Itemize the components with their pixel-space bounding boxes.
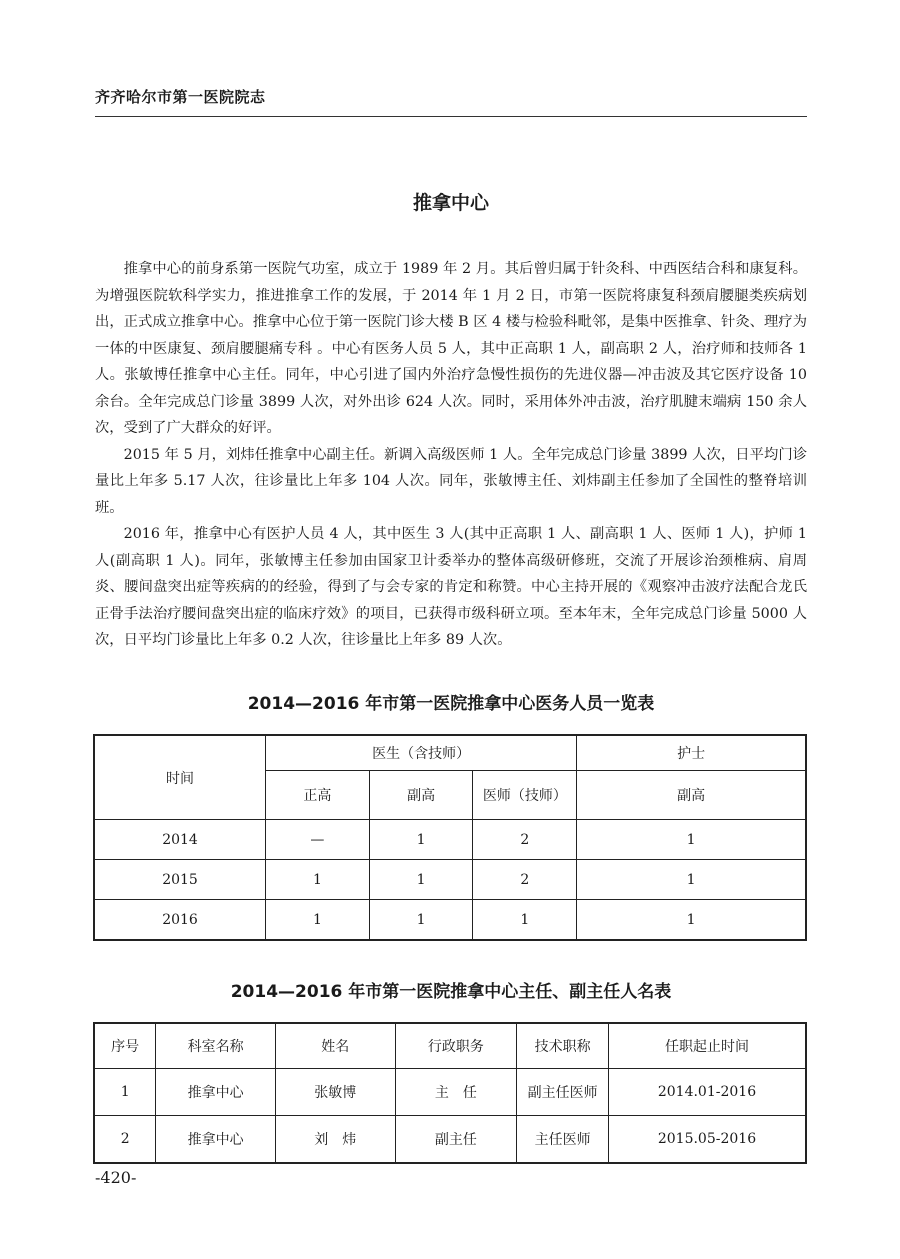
table-row <box>94 900 806 941</box>
page-number: -420- <box>95 1168 137 1187</box>
table-cell: 1 <box>577 820 806 860</box>
table-cell: 张敏博 <box>275 1069 395 1116</box>
col-header: 技术职称 <box>517 1023 609 1069</box>
table-cell: 1 <box>266 860 370 900</box>
paragraph: 推拿中心的前身系第一医院气功室，成立于 1989 年 2 月。其后曾归属于针灸科、中西医结合科和康复科。为增强医院软科学实力，推进推拿工作的发展，于 2014 年 1 月 2 日，市第一医院将康复科颈肩腰腿类疾病划出，正式成立推拿中心。推拿中心位于第一医院门诊大楼 B 区 4 楼与检验科毗邻，是集中医推拿、针灸、理疗为一体的中医康复、颈肩腰腿痛专科 。中心有医务人员 5 人，其中正高职 1 人，副高职 2 人，治疗师和技师各 1 人。张敏博任推拿中心主任。同年，中心引进了国内外治疗急慢性损伤的先进仪器—冲击波及其它医疗设备 10 余台。全年完成总门诊量 3899 人次，对外出诊 624 人次。同时，采用体外冲击波，治疗肌腱末端病 150 余人次，受到了广大群众的好评。 <box>95 261 807 436</box>
table-cell: 2 <box>94 1116 156 1164</box>
running-header: 齐齐哈尔市第一医院院志 <box>95 88 266 106</box>
table-row <box>94 820 806 860</box>
table-cell: 1 <box>577 900 806 941</box>
table-cell: 1 <box>94 1069 156 1116</box>
col-header: 任职起止时间 <box>608 1023 806 1069</box>
staff-table-title: 2014—2016 年市第一医院推拿中心医务人员一览表 <box>247 694 655 714</box>
col-header: 医师（技师） <box>473 771 577 820</box>
col-header-time: 时间 <box>94 735 266 820</box>
table-cell: 主 任 <box>395 1069 517 1116</box>
table-cell: 主任医师 <box>517 1116 609 1164</box>
table-header-row <box>94 1023 806 1069</box>
table-cell: 2015.05-2016 <box>608 1116 806 1164</box>
director-table <box>93 1022 807 1164</box>
col-header: 行政职务 <box>395 1023 517 1069</box>
table-cell: 2014 <box>94 820 266 860</box>
table-cell: 副主任 <box>395 1116 517 1164</box>
table-cell: 2015 <box>94 860 266 900</box>
table-cell: 1 <box>369 900 473 941</box>
table-cell: 2014.01-2016 <box>608 1069 806 1116</box>
table-cell: — <box>266 820 370 860</box>
director-table-title: 2014—2016 年市第一医院推拿中心主任、副主任人名表 <box>230 982 672 1002</box>
header-divider <box>95 116 807 117</box>
col-group-nurse: 护士 <box>577 735 806 771</box>
table-cell: 2 <box>473 860 577 900</box>
table-row <box>94 860 806 900</box>
table-cell: 1 <box>266 900 370 941</box>
col-group-doctor: 医生（含技师） <box>266 735 577 771</box>
col-header: 副高 <box>577 771 806 820</box>
paragraph: 2016 年，推拿中心有医护人员 4 人，其中医生 3 人(其中正高职 1 人、副高职 1 人、医师 1 人)，护师 1 人(副高职 1 人)。同年，张敏博主任参加由国家卫计委举办的整体高级研修班，交流了开展诊治颈椎病、肩周炎、腰间盘突出症等疾病的的经验，得到了与会专家的肯定和称赞。中心主持开展的《观察冲击波疗法配合龙氏正骨手法治疗腰间盘突出症的临床疗效》的项目，已获得市级科研立项。至本年末，全年完成总门诊量 5000 人次，日平均门诊量比上年多 0.2 人次，往诊量比上年多 89 人次。 <box>95 526 807 648</box>
table-cell: 2 <box>473 820 577 860</box>
table-cell: 推拿中心 <box>156 1116 276 1164</box>
table-row <box>94 1069 806 1116</box>
table-cell: 副主任医师 <box>517 1069 609 1116</box>
col-header: 姓名 <box>275 1023 395 1069</box>
col-header: 正高 <box>266 771 370 820</box>
col-header: 科室名称 <box>156 1023 276 1069</box>
body-text <box>95 256 807 654</box>
table-cell: 推拿中心 <box>156 1069 276 1116</box>
table-cell: 1 <box>473 900 577 941</box>
table-cell: 1 <box>369 860 473 900</box>
table-cell: 刘 炜 <box>275 1116 395 1164</box>
table-header-row <box>94 735 806 771</box>
col-header: 副高 <box>369 771 473 820</box>
paragraph: 2015 年 5 月，刘炜任推拿中心副主任。新调入高级医师 1 人。全年完成总门诊量 3899 人次，日平均门诊量比上年多 5.17 人次，往诊量比上年多 104 人次。同年，张敏博主任、刘炜副主任参加了全国性的整脊培训班。 <box>95 446 807 516</box>
section-title: 推拿中心 <box>412 192 489 214</box>
table-cell: 1 <box>577 860 806 900</box>
table-row <box>94 1116 806 1164</box>
col-header: 序号 <box>94 1023 156 1069</box>
table-cell: 2016 <box>94 900 266 941</box>
staff-table <box>93 734 807 941</box>
table-cell: 1 <box>369 820 473 860</box>
